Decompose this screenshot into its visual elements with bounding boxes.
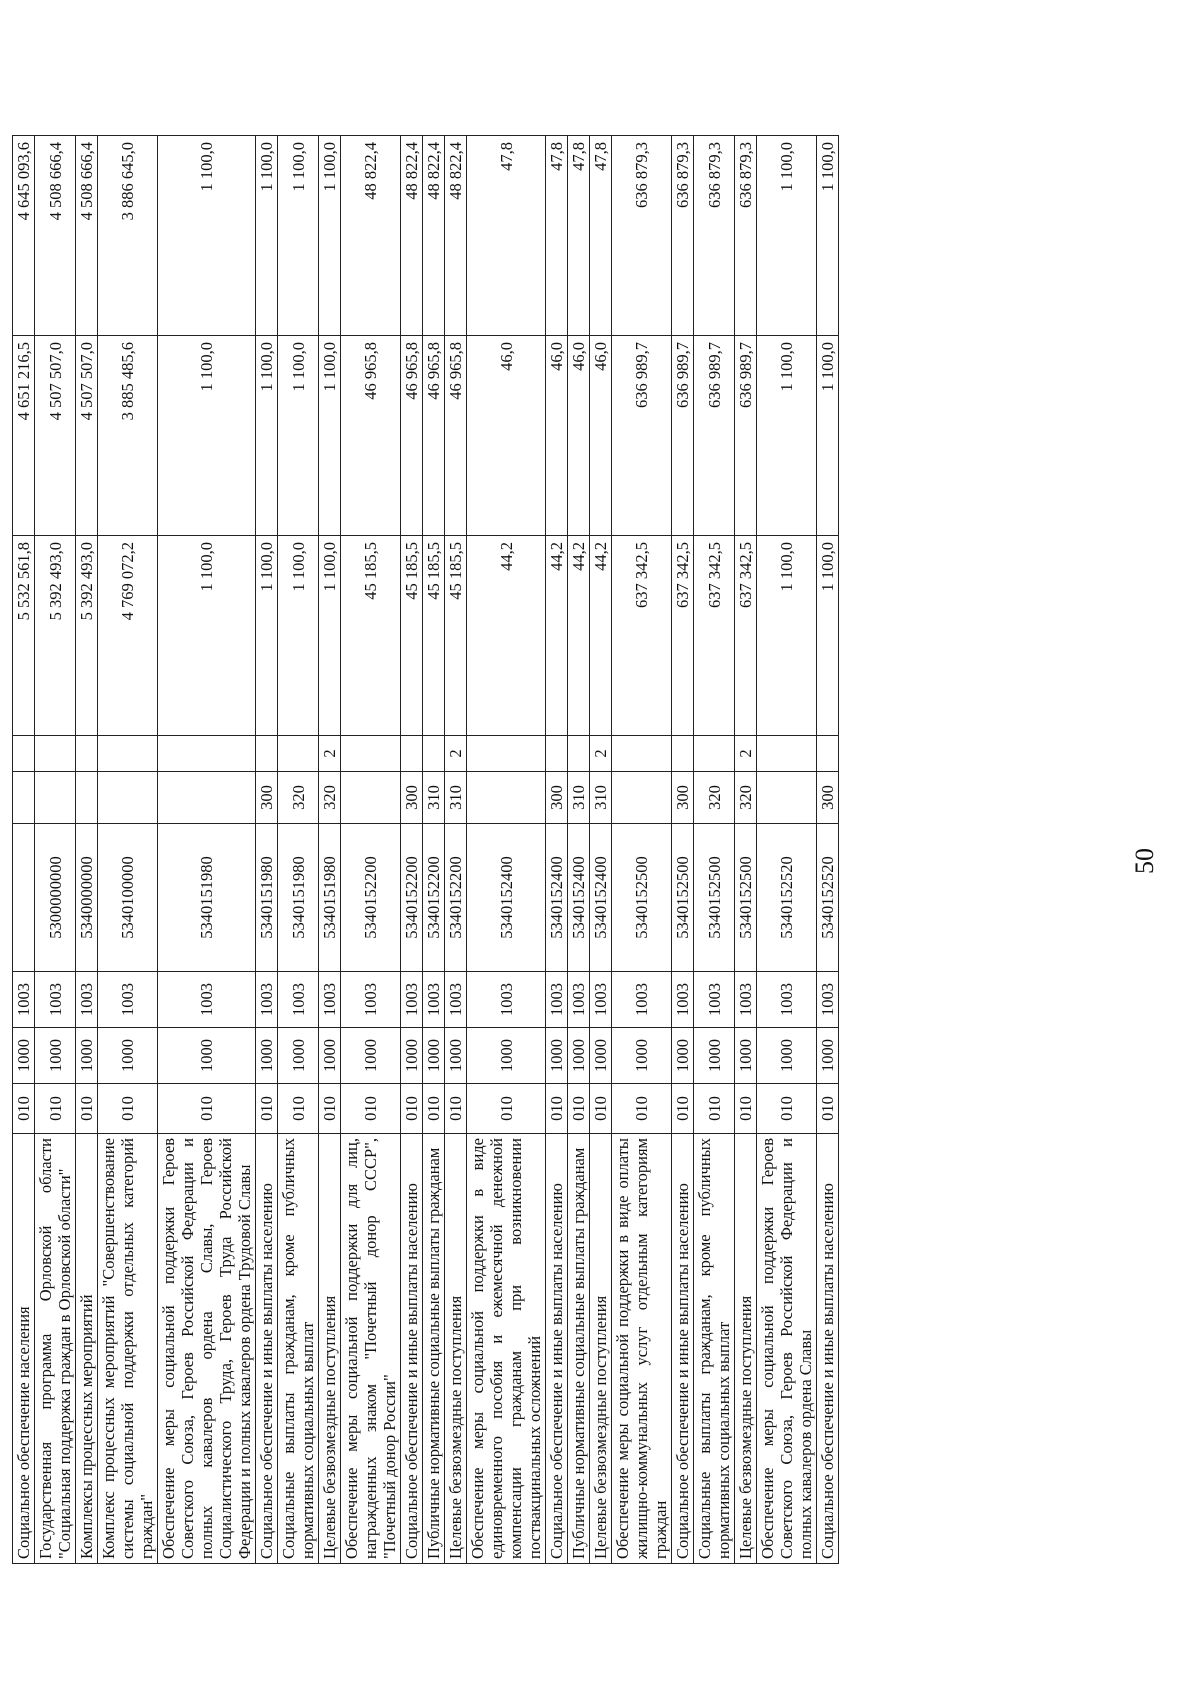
cell-note: 2	[735, 736, 757, 772]
cell-subsection: 1003	[98, 972, 158, 1028]
cell-amount-2: 1 100,0	[757, 336, 817, 536]
cell-name: Социальное обеспечение населения	[13, 1134, 35, 1564]
cell-target-article: 5340152500	[735, 824, 757, 972]
cell-note	[35, 736, 76, 772]
cell-amount-3: 48 822,4	[341, 136, 401, 336]
cell-amount-2: 46 965,8	[423, 336, 445, 536]
cell-section: 1000	[76, 1028, 98, 1084]
cell-expense-type: 300	[546, 772, 568, 824]
cell-grbs: 010	[319, 1084, 341, 1134]
cell-target-article: 5340000000	[76, 824, 98, 972]
cell-amount-3: 1 100,0	[319, 136, 341, 336]
cell-amount-2: 1 100,0	[158, 336, 256, 536]
cell-expense-type	[467, 772, 546, 824]
cell-note	[401, 736, 423, 772]
cell-amount-2: 46 965,8	[445, 336, 467, 536]
cell-amount-2: 46 965,8	[401, 336, 423, 536]
table-row	[98, 136, 158, 1564]
cell-amount-1: 4 769 072,2	[98, 536, 158, 736]
table-row	[467, 136, 546, 1564]
cell-amount-1: 5 392 493,0	[35, 536, 76, 736]
cell-amount-2: 636 989,7	[694, 336, 735, 536]
cell-name: Комплекс процессных мероприятий "Совершенствование системы социальной поддержки отдельных категорий граждан"	[98, 1134, 158, 1564]
cell-expense-type	[98, 772, 158, 824]
cell-name: Социальное обеспечение и иные выплаты населению	[256, 1134, 278, 1564]
cell-amount-3: 4 508 666,4	[76, 136, 98, 336]
cell-target-article: 5340151980	[158, 824, 256, 972]
cell-note	[612, 736, 672, 772]
table-row	[612, 136, 672, 1564]
cell-name: Социальное обеспечение и иные выплаты населению	[546, 1134, 568, 1564]
cell-section: 1000	[672, 1028, 694, 1084]
cell-amount-1: 1 100,0	[278, 536, 319, 736]
table-row	[735, 136, 757, 1564]
cell-section: 1000	[278, 1028, 319, 1084]
table-row	[401, 136, 423, 1564]
cell-grbs: 010	[401, 1084, 423, 1134]
cell-target-article: 5340152400	[467, 824, 546, 972]
cell-grbs: 010	[735, 1084, 757, 1134]
table-row	[278, 136, 319, 1564]
cell-name: Публичные нормативные социальные выплаты гражданам	[568, 1134, 590, 1564]
table-row	[256, 136, 278, 1564]
cell-name: Обеспечение меры социальной поддержки Героев Советского Союза, Героев Российской Федерации и полных кавалеров ордена Славы, Героев Социалистического Труда, Героев Труда Российской Федерации и полных кавалеров ордена Трудовой Славы	[158, 1134, 256, 1564]
cell-section: 1000	[158, 1028, 256, 1084]
cell-grbs: 010	[612, 1084, 672, 1134]
cell-amount-3: 4 645 093,6	[13, 136, 35, 336]
cell-grbs: 010	[757, 1084, 817, 1134]
cell-subsection: 1003	[401, 972, 423, 1028]
cell-subsection: 1003	[35, 972, 76, 1028]
cell-amount-2: 46,0	[546, 336, 568, 536]
cell-section: 1000	[546, 1028, 568, 1084]
table-body	[13, 136, 839, 1564]
cell-amount-2: 46,0	[590, 336, 612, 536]
cell-expense-type: 320	[694, 772, 735, 824]
cell-name: Комплексы процессных мероприятий	[76, 1134, 98, 1564]
cell-grbs: 010	[35, 1084, 76, 1134]
cell-expense-type: 310	[568, 772, 590, 824]
cell-subsection: 1003	[817, 972, 839, 1028]
cell-target-article: 5340152400	[568, 824, 590, 972]
cell-amount-2: 1 100,0	[319, 336, 341, 536]
cell-subsection: 1003	[445, 972, 467, 1028]
cell-amount-2: 636 989,7	[735, 336, 757, 536]
cell-section: 1000	[98, 1028, 158, 1084]
cell-expense-type: 300	[817, 772, 839, 824]
cell-amount-1: 1 100,0	[158, 536, 256, 736]
table-row	[568, 136, 590, 1564]
cell-amount-2: 636 989,7	[612, 336, 672, 536]
cell-amount-2: 46 965,8	[341, 336, 401, 536]
cell-subsection: 1003	[467, 972, 546, 1028]
cell-amount-1: 1 100,0	[817, 536, 839, 736]
cell-subsection: 1003	[757, 972, 817, 1028]
table-row	[672, 136, 694, 1564]
cell-subsection: 1003	[341, 972, 401, 1028]
cell-subsection: 1003	[319, 972, 341, 1028]
cell-grbs: 010	[256, 1084, 278, 1134]
cell-target-article: 5340100000	[98, 824, 158, 972]
cell-name: Обеспечение меры социальной поддержки Героев Советского Союза, Героев Российской Федерации и полных кавалеров ордена Славы	[757, 1134, 817, 1564]
cell-name: Социальное обеспечение и иные выплаты населению	[672, 1134, 694, 1564]
cell-section: 1000	[319, 1028, 341, 1084]
cell-note	[76, 736, 98, 772]
cell-note	[98, 736, 158, 772]
cell-amount-1: 1 100,0	[319, 536, 341, 736]
cell-amount-2: 46,0	[467, 336, 546, 536]
cell-amount-1: 44,2	[546, 536, 568, 736]
cell-expense-type: 300	[672, 772, 694, 824]
cell-name: Публичные нормативные социальные выплаты гражданам	[423, 1134, 445, 1564]
cell-note	[757, 736, 817, 772]
cell-expense-type: 310	[423, 772, 445, 824]
cell-expense-type: 300	[401, 772, 423, 824]
cell-target-article: 5340152200	[401, 824, 423, 972]
cell-subsection: 1003	[158, 972, 256, 1028]
table-row	[546, 136, 568, 1564]
cell-grbs: 010	[694, 1084, 735, 1134]
cell-amount-3: 636 879,3	[612, 136, 672, 336]
cell-subsection: 1003	[256, 972, 278, 1028]
cell-amount-3: 636 879,3	[735, 136, 757, 336]
cell-note	[158, 736, 256, 772]
table-row	[76, 136, 98, 1564]
cell-amount-2: 4 507 507,0	[76, 336, 98, 536]
cell-section: 1000	[467, 1028, 546, 1084]
table-row	[423, 136, 445, 1564]
cell-expense-type	[158, 772, 256, 824]
cell-section: 1000	[817, 1028, 839, 1084]
cell-section: 1000	[757, 1028, 817, 1084]
cell-target-article: 5340152200	[341, 824, 401, 972]
cell-subsection: 1003	[612, 972, 672, 1028]
cell-grbs: 010	[13, 1084, 35, 1134]
cell-amount-2: 1 100,0	[256, 336, 278, 536]
cell-amount-2: 4 507 507,0	[35, 336, 76, 536]
table-row	[757, 136, 817, 1564]
cell-amount-3: 47,8	[467, 136, 546, 336]
cell-subsection: 1003	[694, 972, 735, 1028]
cell-subsection: 1003	[735, 972, 757, 1028]
cell-grbs: 010	[672, 1084, 694, 1134]
cell-amount-1: 44,2	[568, 536, 590, 736]
cell-name: Социальные выплаты гражданам, кроме публичных нормативных социальных выплат	[278, 1134, 319, 1564]
cell-amount-3: 1 100,0	[278, 136, 319, 336]
cell-name: Целевые безвозмездные поступления	[735, 1134, 757, 1564]
cell-grbs: 010	[590, 1084, 612, 1134]
budget-table	[12, 135, 839, 1564]
cell-expense-type	[13, 772, 35, 824]
cell-grbs: 010	[817, 1084, 839, 1134]
cell-amount-3: 48 822,4	[423, 136, 445, 336]
cell-note	[13, 736, 35, 772]
cell-amount-2: 636 989,7	[672, 336, 694, 536]
cell-amount-1: 5 392 493,0	[76, 536, 98, 736]
cell-amount-1: 1 100,0	[757, 536, 817, 736]
table-row	[817, 136, 839, 1564]
cell-amount-3: 48 822,4	[445, 136, 467, 336]
cell-expense-type: 310	[445, 772, 467, 824]
cell-grbs: 010	[546, 1084, 568, 1134]
cell-note: 2	[319, 736, 341, 772]
cell-section: 1000	[445, 1028, 467, 1084]
cell-section: 1000	[256, 1028, 278, 1084]
cell-section: 1000	[590, 1028, 612, 1084]
cell-target-article: 5340151980	[278, 824, 319, 972]
table-row	[445, 136, 467, 1564]
cell-amount-3: 636 879,3	[672, 136, 694, 336]
page-number: 50	[1130, 848, 1159, 874]
cell-amount-1: 637 342,5	[694, 536, 735, 736]
cell-note	[817, 736, 839, 772]
cell-amount-1: 5 532 561,8	[13, 536, 35, 736]
cell-subsection: 1003	[590, 972, 612, 1028]
cell-grbs: 010	[76, 1084, 98, 1134]
cell-expense-type: 320	[278, 772, 319, 824]
cell-amount-3: 47,8	[546, 136, 568, 336]
cell-amount-3: 47,8	[568, 136, 590, 336]
cell-note	[256, 736, 278, 772]
cell-subsection: 1003	[278, 972, 319, 1028]
cell-name: Социальные выплаты гражданам, кроме публичных нормативных социальных выплат	[694, 1134, 735, 1564]
cell-target-article: 5340152520	[757, 824, 817, 972]
cell-target-article: 5340152520	[817, 824, 839, 972]
cell-name: Обеспечение меры социальной поддержки для лиц, награжденных знаком "Почетный донор СССР", "Почетный донор России"	[341, 1134, 401, 1564]
cell-amount-3: 1 100,0	[817, 136, 839, 336]
cell-target-article: 5340152400	[546, 824, 568, 972]
cell-name: Целевые безвозмездные поступления	[319, 1134, 341, 1564]
cell-target-article: 5340152500	[694, 824, 735, 972]
cell-section: 1000	[568, 1028, 590, 1084]
cell-expense-type: 310	[590, 772, 612, 824]
cell-name: Обеспечение меры социальной поддержки в виде единовременного пособия и ежемесячной денежной компенсации гражданам при возникновении поствакцинальных осложнений	[467, 1134, 546, 1564]
cell-section: 1000	[423, 1028, 445, 1084]
cell-note	[467, 736, 546, 772]
cell-note: 2	[445, 736, 467, 772]
cell-note	[672, 736, 694, 772]
cell-expense-type	[612, 772, 672, 824]
cell-name: Государственная программа Орловской области "Социальная поддержка граждан в Орловской области"	[35, 1134, 76, 1564]
cell-subsection: 1003	[672, 972, 694, 1028]
cell-section: 1000	[35, 1028, 76, 1084]
cell-note	[423, 736, 445, 772]
cell-amount-2: 4 651 216,5	[13, 336, 35, 536]
cell-note	[568, 736, 590, 772]
cell-expense-type	[35, 772, 76, 824]
cell-amount-1: 637 342,5	[672, 536, 694, 736]
cell-expense-type: 320	[319, 772, 341, 824]
cell-expense-type	[757, 772, 817, 824]
cell-amount-1: 637 342,5	[612, 536, 672, 736]
table-row	[319, 136, 341, 1564]
cell-amount-2: 46,0	[568, 336, 590, 536]
table-row	[13, 136, 35, 1564]
cell-amount-1: 45 185,5	[401, 536, 423, 736]
cell-target-article: 5340152400	[590, 824, 612, 972]
table-row	[158, 136, 256, 1564]
table-row	[35, 136, 76, 1564]
cell-grbs: 010	[158, 1084, 256, 1134]
cell-target-article: 5340152500	[672, 824, 694, 972]
cell-target-article: 5300000000	[35, 824, 76, 972]
table-row	[590, 136, 612, 1564]
cell-name: Социальное обеспечение и иные выплаты населению	[401, 1134, 423, 1564]
cell-grbs: 010	[568, 1084, 590, 1134]
cell-amount-1: 45 185,5	[423, 536, 445, 736]
cell-grbs: 010	[341, 1084, 401, 1134]
table-row	[341, 136, 401, 1564]
cell-target-article: 5340151980	[256, 824, 278, 972]
cell-name: Обеспечение меры социальной поддержки в виде оплаты жилищно-коммунальных услуг отдельным категориям граждан	[612, 1134, 672, 1564]
cell-name: Целевые безвозмездные поступления	[445, 1134, 467, 1564]
cell-section: 1000	[341, 1028, 401, 1084]
cell-amount-2: 3 885 485,6	[98, 336, 158, 536]
cell-section: 1000	[13, 1028, 35, 1084]
cell-amount-1: 44,2	[467, 536, 546, 736]
cell-amount-3: 1 100,0	[158, 136, 256, 336]
cell-name: Целевые безвозмездные поступления	[590, 1134, 612, 1564]
cell-amount-1: 44,2	[590, 536, 612, 736]
cell-grbs: 010	[278, 1084, 319, 1134]
cell-target-article	[13, 824, 35, 972]
cell-amount-1: 1 100,0	[256, 536, 278, 736]
cell-grbs: 010	[423, 1084, 445, 1134]
cell-subsection: 1003	[423, 972, 445, 1028]
cell-amount-3: 47,8	[590, 136, 612, 336]
cell-target-article: 5340152200	[423, 824, 445, 972]
cell-subsection: 1003	[568, 972, 590, 1028]
cell-grbs: 010	[98, 1084, 158, 1134]
cell-amount-3: 4 508 666,4	[35, 136, 76, 336]
cell-note	[694, 736, 735, 772]
cell-amount-2: 1 100,0	[278, 336, 319, 536]
cell-section: 1000	[735, 1028, 757, 1084]
cell-target-article: 5340151980	[319, 824, 341, 972]
cell-note	[546, 736, 568, 772]
cell-grbs: 010	[445, 1084, 467, 1134]
cell-expense-type: 300	[256, 772, 278, 824]
cell-subsection: 1003	[76, 972, 98, 1028]
table-row	[694, 136, 735, 1564]
cell-note: 2	[590, 736, 612, 772]
cell-section: 1000	[694, 1028, 735, 1084]
cell-amount-1: 637 342,5	[735, 536, 757, 736]
cell-amount-3: 636 879,3	[694, 136, 735, 336]
cell-grbs: 010	[467, 1084, 546, 1134]
cell-amount-2: 1 100,0	[817, 336, 839, 536]
cell-section: 1000	[401, 1028, 423, 1084]
cell-name: Социальное обеспечение и иные выплаты населению	[817, 1134, 839, 1564]
cell-target-article: 5340152500	[612, 824, 672, 972]
cell-amount-1: 45 185,5	[445, 536, 467, 736]
cell-expense-type	[341, 772, 401, 824]
cell-amount-3: 1 100,0	[757, 136, 817, 336]
cell-amount-3: 3 886 645,0	[98, 136, 158, 336]
cell-subsection: 1003	[546, 972, 568, 1028]
cell-expense-type	[76, 772, 98, 824]
cell-section: 1000	[612, 1028, 672, 1084]
cell-note	[341, 736, 401, 772]
cell-note	[278, 736, 319, 772]
cell-subsection: 1003	[13, 972, 35, 1028]
cell-amount-3: 48 822,4	[401, 136, 423, 336]
cell-amount-1: 45 185,5	[341, 536, 401, 736]
cell-expense-type: 320	[735, 772, 757, 824]
cell-amount-3: 1 100,0	[256, 136, 278, 336]
cell-target-article: 5340152200	[445, 824, 467, 972]
